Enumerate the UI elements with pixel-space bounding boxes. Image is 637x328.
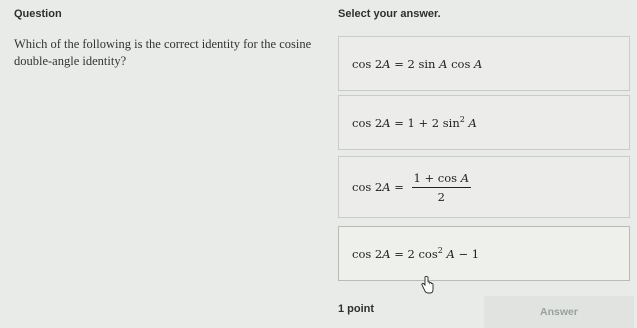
- option-3-formula: cos 2 A = $\frac{\text{1 + cos A}}{2}$: [352, 170, 470, 204]
- question-text: [14, 36, 314, 70]
- fraction: $\frac{\text{1 + cos A}}{2}$: [413, 170, 470, 204]
- points-label: 1 point: [338, 303, 375, 315]
- question-text-line-1: Which of the following is the correct identity for the cosine: [14, 37, 312, 51]
- hand-pointer-icon: [420, 276, 434, 294]
- instruction-heading: Select your answer.: [338, 8, 441, 20]
- option-2-formula: cos 2A = 1 + 2 $\sin^2 A$: [352, 115, 477, 130]
- answer-option-2[interactable]: [338, 95, 630, 150]
- option-4-formula: cos 2A = 2 $\cos^2 A - 1$: [352, 246, 480, 261]
- question-text-line-2: double-angle identity?: [14, 54, 127, 68]
- question-heading: Question: [14, 8, 62, 20]
- answer-button[interactable]: Answer: [484, 296, 634, 328]
- answer-panel: [338, 8, 634, 20]
- answer-option-1[interactable]: [338, 36, 630, 91]
- question-panel: [14, 8, 314, 70]
- answer-option-4[interactable]: [338, 226, 630, 281]
- answer-option-3[interactable]: [338, 156, 630, 218]
- option-1-formula: cos 2A = 2 sin A cos A: [352, 56, 483, 71]
